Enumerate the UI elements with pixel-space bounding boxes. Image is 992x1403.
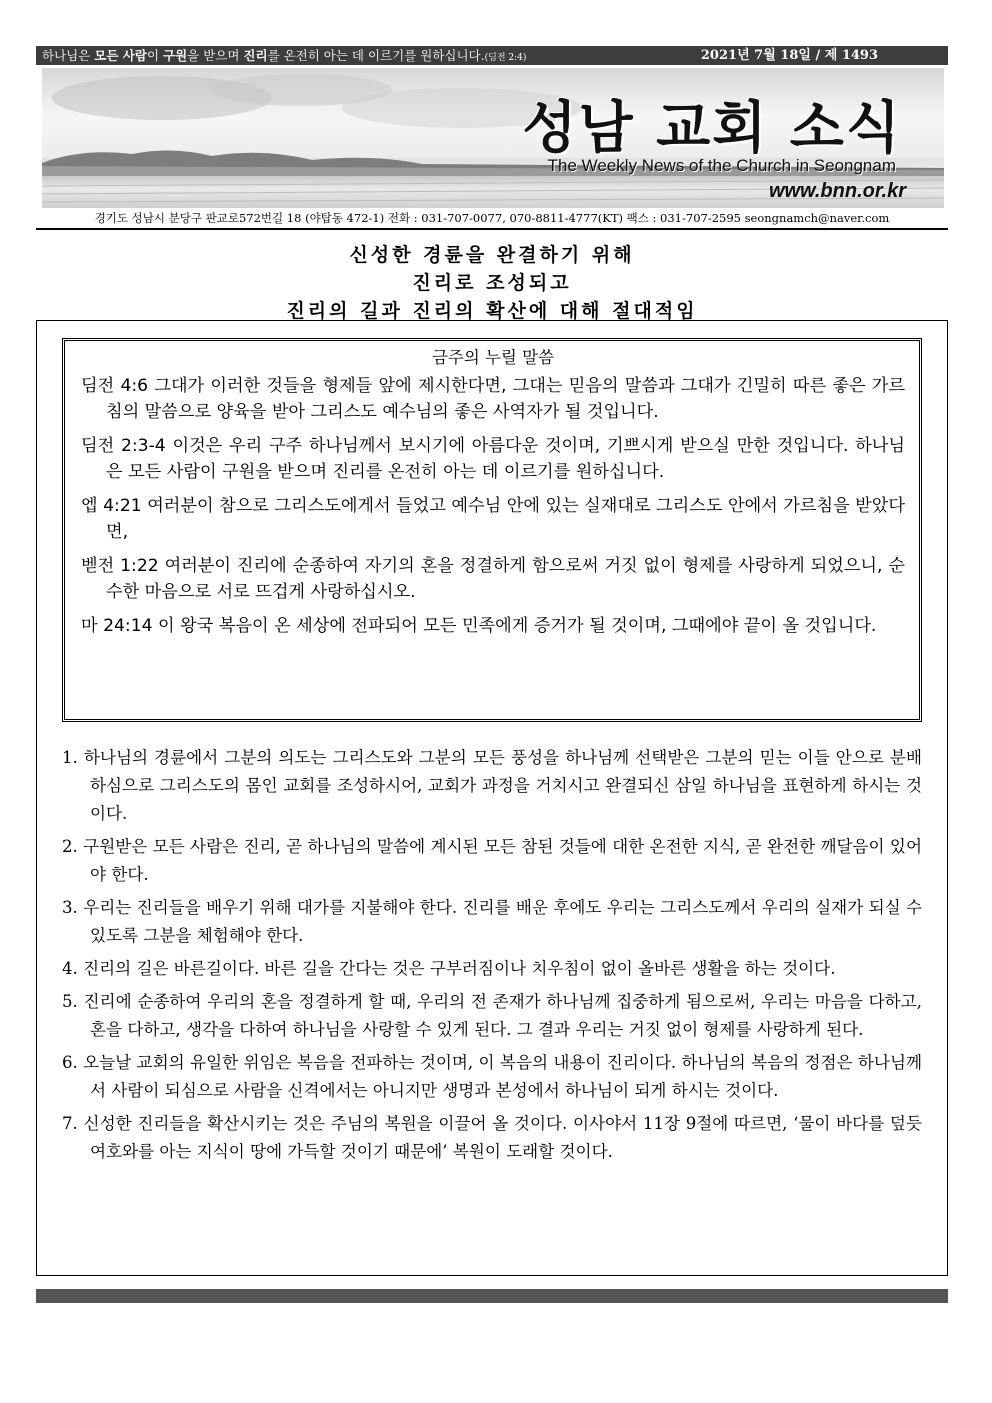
verse-item: 마 24:14 이 왕국 복음이 온 세상에 전파되어 모든 민족에게 증거가 될 것이며, 그때에야 끝이 올 것입니다. <box>81 616 877 636</box>
point-item: 3. 우리는 진리들을 배우기 위해 대가를 지불해야 한다. 진리를 배운 후에도 우리는 그리스도께서 우리의 실재가 되실 수 있도록 그분을 체험해야 한다. <box>62 898 922 945</box>
header-verse <box>42 46 526 65</box>
footer-bar <box>36 1289 948 1303</box>
issue-date: 2021년 7월 18일 / 제 1493 <box>700 48 878 63</box>
header-verse-emphasis: 모든 사람 <box>94 48 147 63</box>
headline-line-2: 진리로 조성되고 <box>412 272 572 294</box>
point-item: 5. 진리에 순종하여 우리의 혼을 정결하게 할 때, 우리의 전 존재가 하나님께 집중하게 됨으로써, 우리는 마음을 다하고, 혼을 다하고, 생각을 다하여 하나님을 사랑할 수 있게 된다. 그 결과 우리는 거짓 없이 형제를 사랑하게 된다. <box>62 992 922 1039</box>
verse-item: 엡 4:21 여러분이 참으로 그리스도에게서 들었고 예수님 안에 있는 실재대로 그리스도 안에서 가르침을 받았다면, <box>81 496 905 542</box>
masthead-banner <box>42 68 944 208</box>
website-link[interactable]: www.bnn.or.kr <box>768 180 906 202</box>
point-item: 4. 진리의 길은 바른길이다. 바른 길을 간다는 것은 구부러짐이나 치우침이 없이 올바른 생활을 하는 것이다. <box>62 959 836 978</box>
headline-line-3: 진리의 길과 진리의 확산에 대해 절대적임 <box>286 300 698 322</box>
header-verse-text: 이 <box>146 48 163 63</box>
newsletter-subtitle: The Weekly News of the Church in Seongnam <box>547 156 896 175</box>
header-verse-emphasis: 구원 <box>163 48 188 63</box>
point-item: 6. 오늘날 교회의 유일한 위임은 복음을 전파하는 것이며, 이 복음의 내용이 진리이다. 하나님의 복음의 정점은 하나님께서 사람이 되심으로 사람을 신격에서는 아니지만 생명과 본성에서 하나님이 되게 하시는 것이다. <box>62 1053 922 1100</box>
point-item: 2. 구원받은 모든 사람은 진리, 곧 하나님의 말씀에 계시된 모든 참된 것들에 대한 온전한 지식, 곧 완전한 깨달음이 있어야 한다. <box>62 837 922 884</box>
header-divider <box>36 228 948 230</box>
header-verse-text: 하나님은 <box>42 48 95 63</box>
header-verse-text: 을 받으며 <box>187 48 244 63</box>
headline-line-1: 신성한 경륜을 완결하기 위해 <box>349 244 635 266</box>
message-points <box>62 744 922 1171</box>
header-verse-text: 를 온전히 아는 데 이르기를 원하십니다. <box>267 48 485 63</box>
verse-item: 딤전 4:6 그대가 이러한 것들을 형제들 앞에 제시한다면, 그대는 믿음의 말씀과 그대가 긴밀히 따른 좋은 가르침의 말씀으로 양육을 받아 그리스도 예수님의 좋은 사역자가 될 것입니다. <box>81 376 905 422</box>
verse-item: 딤전 2:3-4 이것은 우리 구주 하나님께서 보시기에 아름다운 것이며, 기쁘시게 받으실 만한 것입니다. 하나님은 모든 사람이 구원을 받으며 진리를 온전히 아는 데 이르기를 원하십니다. <box>81 436 905 482</box>
verse-item: 벧전 1:22 여러분이 진리에 순종하여 자기의 혼을 정결하게 함으로써 거짓 없이 형제를 사랑하게 되었으니, 순수한 마음으로 서로 뜨겁게 사랑하십시오. <box>81 556 905 602</box>
header-verse-emphasis: 진리 <box>243 48 268 63</box>
header-verse-bar <box>36 46 948 65</box>
point-item: 7. 신성한 진리들을 확산시키는 것은 주님의 복원을 이끌어 올 것이다. 이사야서 11장 9절에 따르면, ‘물이 바다를 덮듯 여호와를 아는 지식이 땅에 가득할 것이기 때문에’ 복원이 도래할 것이다. <box>62 1114 922 1161</box>
point-item: 1. 하나님의 경륜에서 그분의 의도는 그리스도와 그분의 모든 풍성을 하나님께 선택받은 그분의 믿는 이들 안으로 분배하심으로 그리스도의 몸인 교회를 조성하시어, 교회가 과정을 거치시고 완결되신 삼일 하나님을 표현하게 하시는 것이다. <box>62 748 922 823</box>
weekly-verses-title: 금주의 누릴 말씀 <box>431 348 555 367</box>
header-verse-reference: (딤전 2:4) <box>484 53 527 63</box>
contact-address: 경기도 성남시 분당구 판교로572번길 18 (야탑동 472-1) 전화 : 031-707-0077, 070-8811-4777(KT) 팩스 : 031-707-2595 seongnamch@naver.com <box>94 211 890 225</box>
weekly-verses-box <box>62 338 922 722</box>
newsletter-title: 성남 교회 소식 <box>522 95 902 161</box>
